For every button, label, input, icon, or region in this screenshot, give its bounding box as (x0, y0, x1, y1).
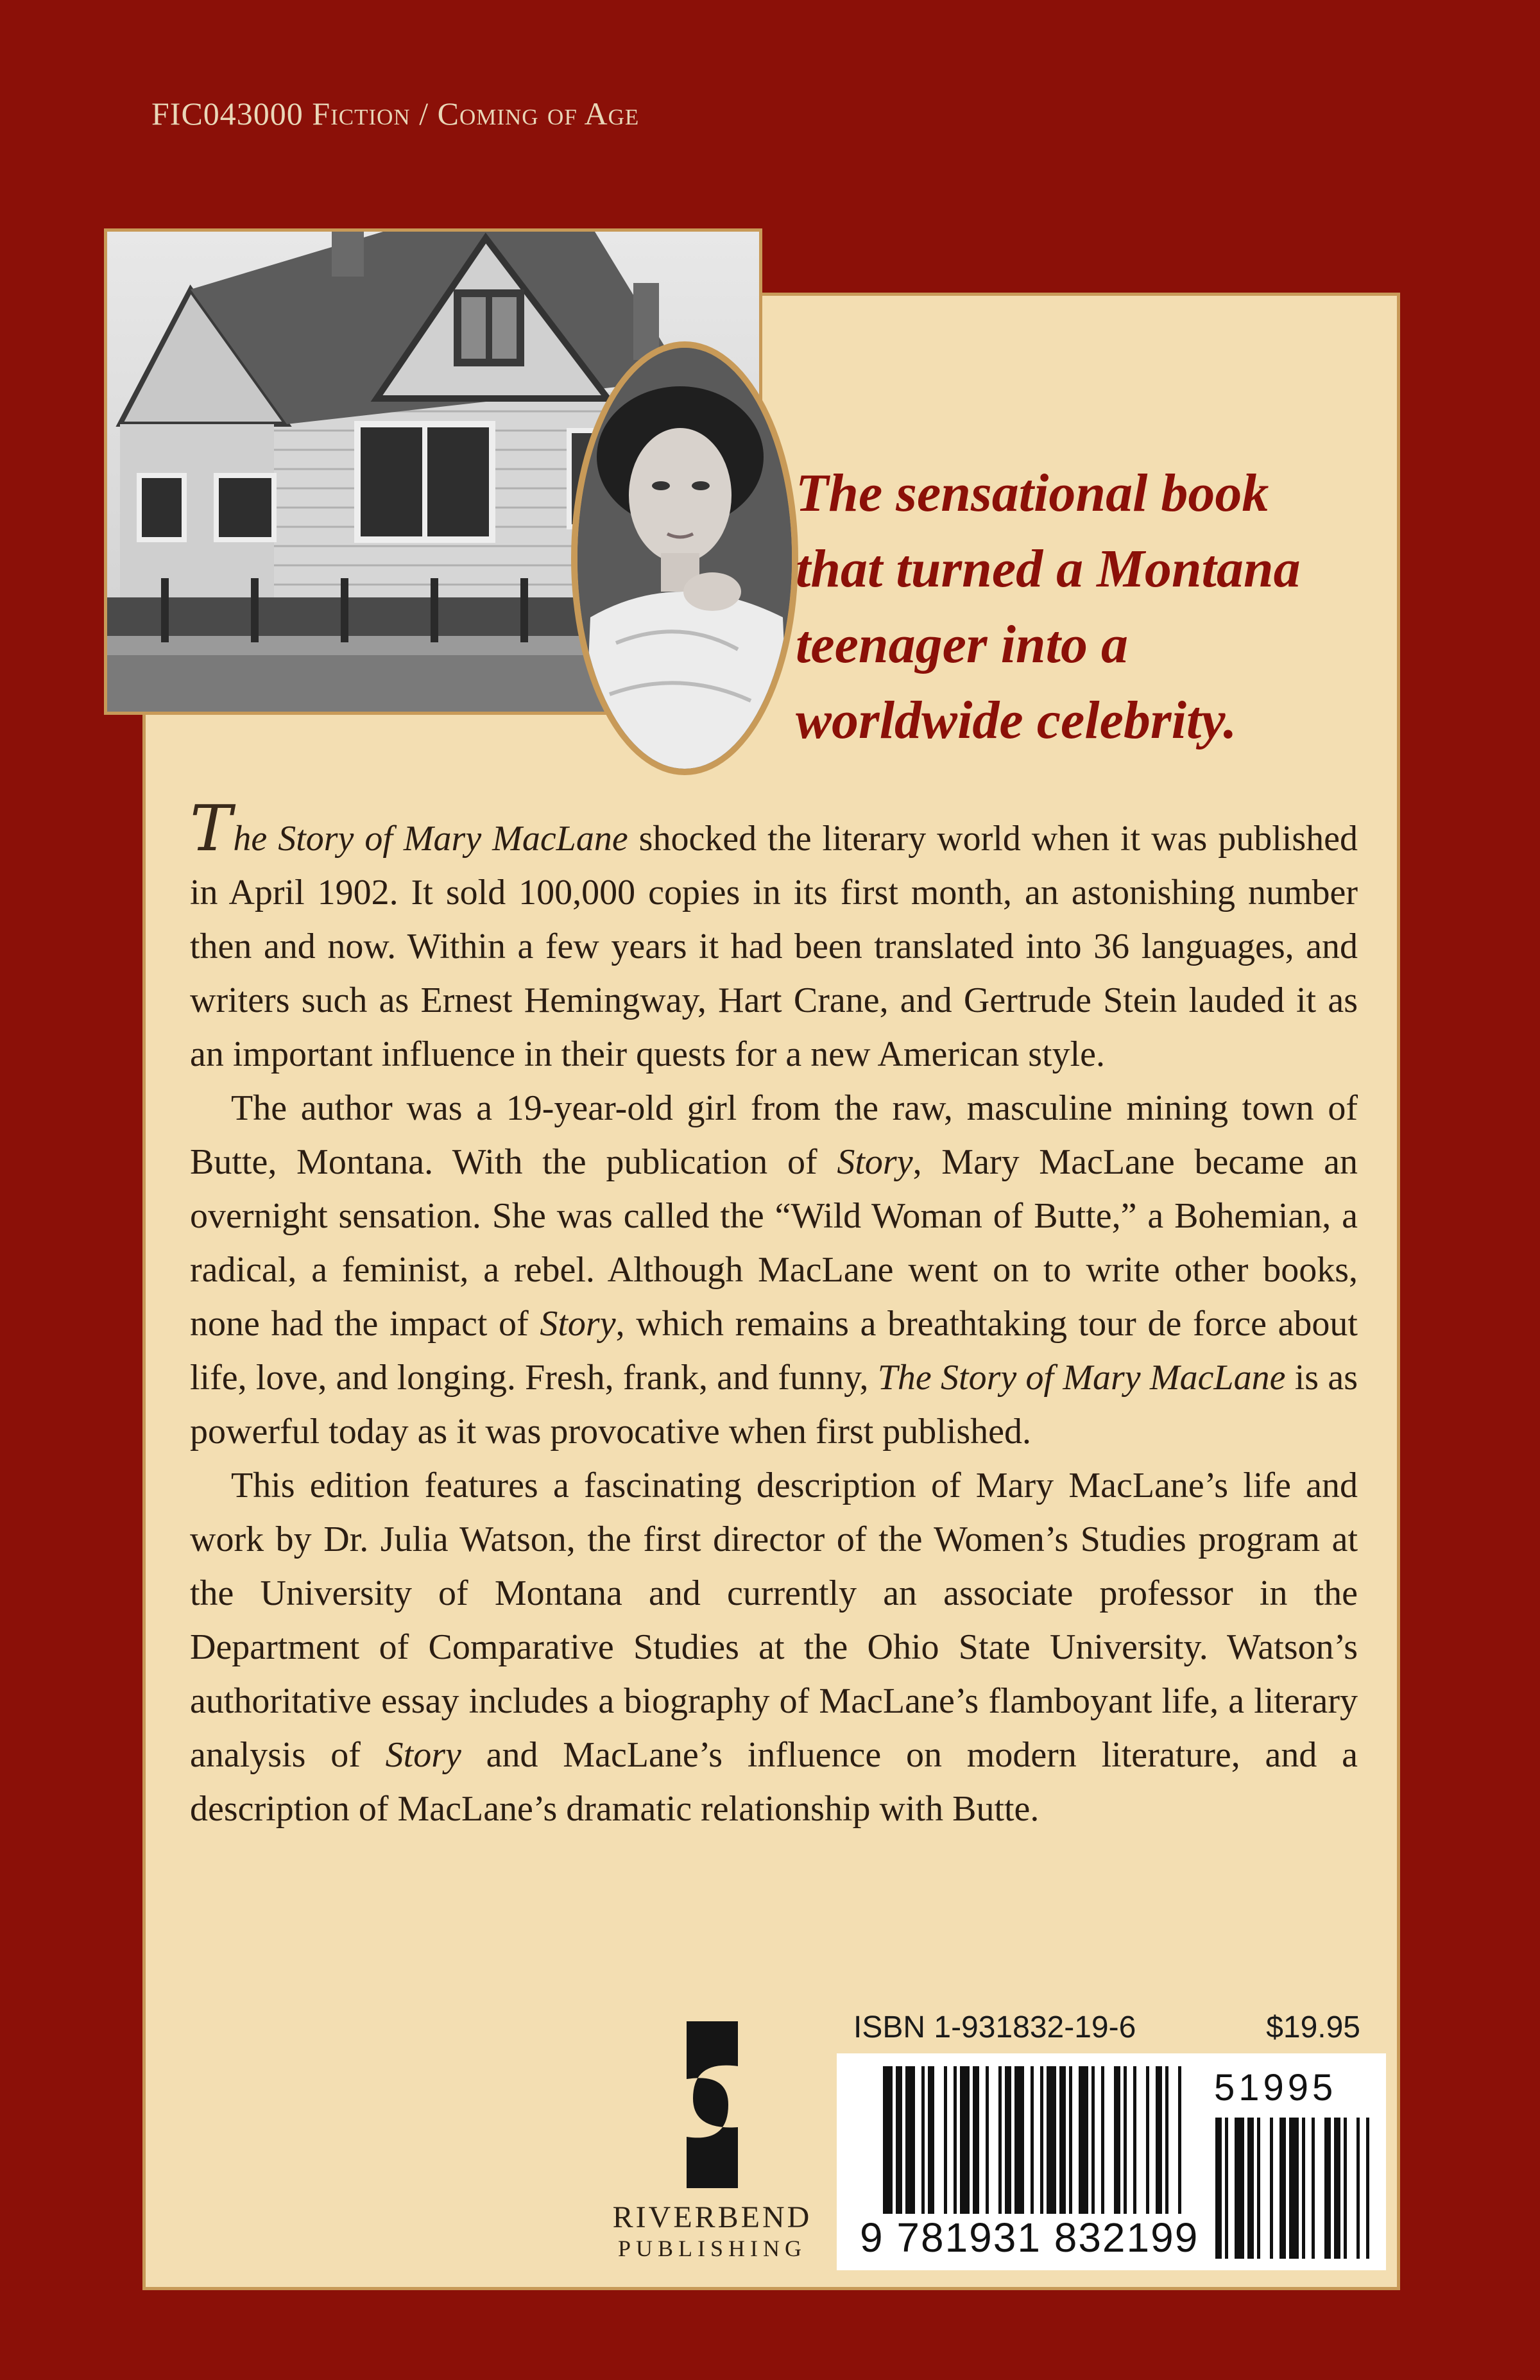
story-title: Story (837, 1142, 913, 1182)
barcode-bar (1101, 2066, 1104, 2220)
barcode-bar (1124, 2066, 1127, 2220)
tagline (796, 456, 1399, 758)
barcode-bar (1133, 2066, 1136, 2220)
addon-bar (1289, 2118, 1299, 2259)
barcode-bar (960, 2066, 970, 2220)
description-paragraph-2 (190, 1081, 1358, 1459)
publisher-sub: PUBLISHING (617, 2236, 807, 2261)
addon-bar (1334, 2118, 1340, 2259)
portrait-illustration (578, 348, 792, 769)
paragraph-2-text-d: is as powerful today as it was provocative when first published. (190, 1358, 1358, 1451)
barcode-bar (1114, 2066, 1120, 2220)
barcode-bar (1079, 2066, 1088, 2220)
paragraph-3-text-a: This edition features a fascinating description of Mary MacLane’s life and work by Dr. Julia Watson, the first director of the Women’s Studies program at the University of Montana and currently an associate professor in the Department of Comparative Studies at the Ohio State University. Watson’s authoritative essay includes a biography of MacLane’s flamboyant life, a literary analysis of (190, 1466, 1358, 1775)
addon-bar (1235, 2118, 1244, 2259)
price: $19.95 (1266, 2010, 1360, 2044)
addon-bar (1356, 2118, 1360, 2259)
isbn-line (853, 2010, 1360, 2045)
barcode-addon-digits: 51995 (1214, 2067, 1337, 2109)
tagline-line-4: worldwide celebrity. (796, 690, 1237, 750)
description-paragraph-1 (190, 792, 1358, 1081)
story-title: Story (385, 1735, 461, 1775)
addon-bar (1312, 2118, 1315, 2259)
tagline-line-1: The sensational book (796, 463, 1269, 523)
addon-bar (1366, 2118, 1369, 2259)
category-subject: Fiction / Coming of Age (312, 96, 640, 132)
addon-bar (1270, 2118, 1273, 2259)
barcode-bar (1014, 2066, 1024, 2220)
description-text (190, 792, 1358, 1836)
barcode (837, 2053, 1386, 2270)
paragraph-2-text-a: The author was a 19-year-old girl from the raw, masculine mining town of Butte, Montana. With the publication of (190, 1088, 1358, 1182)
barcode-bar (1031, 2066, 1034, 2220)
addon-bar (1225, 2118, 1228, 2259)
paragraph-1-text: shocked the literary world when it was published in April 1902. It sold 100,000 copies in its first month, an astonishing number then and now. Within a few years it had been translated into 36 languages, and writers such as Ernest Hemingway, Hart Crane, and Gertrude Stein lauded it as an important influence in their quests for a new American style. (190, 819, 1358, 1074)
barcode-bar (905, 2066, 915, 2220)
drop-cap: T (190, 792, 232, 866)
isbn-label: ISBN 1-931832-19-6 (853, 2010, 1136, 2044)
barcode-bar (1156, 2066, 1162, 2220)
barcode-bar (883, 2066, 893, 2220)
barcode-bar (1091, 2066, 1095, 2220)
barcode-bar (1040, 2066, 1043, 2220)
barcode-bar (1059, 2066, 1066, 2220)
addon-bar (1215, 2118, 1222, 2259)
category-code: FIC043000 (151, 96, 304, 132)
barcode-bar (928, 2066, 934, 2220)
barcode-digits: 9 781931 832199 (860, 2214, 1199, 2261)
book-title: The Story of Mary MacLane (877, 1358, 1286, 1398)
publisher-name: RIVERBEND (612, 2200, 812, 2234)
barcode-bar (1047, 2066, 1056, 2220)
barcode-bar (1165, 2066, 1168, 2220)
barcode-bar (998, 2066, 1002, 2220)
barcode-bar (986, 2066, 989, 2220)
barcode-bar (1178, 2066, 1181, 2220)
barcode-bar (973, 2066, 979, 2220)
addon-bar (1257, 2118, 1260, 2259)
book-title-start: he (233, 819, 278, 859)
paragraph-3-text-b: and MacLane’s influence on modern literature, and a description of MacLane’s dramatic relationship with Butte. (190, 1735, 1358, 1829)
portrait-photo (578, 348, 792, 769)
description-paragraph-3 (190, 1459, 1358, 1836)
barcode-bar (954, 2066, 957, 2220)
addon-bar (1247, 2118, 1254, 2259)
story-title: Story (540, 1304, 616, 1344)
addon-bar (1324, 2118, 1331, 2259)
addon-bar (1302, 2118, 1305, 2259)
paragraph-2-text-c: , which remains a breathtaking tour de force about life, love, and longing. Fresh, frank, and funny, (190, 1304, 1358, 1398)
paragraph-2-text-b: , Mary MacLane became an overnight sensation. She was called the “Wild Woman of Butte,” a Bohemian, a radical, a feminist, a rebel. Although MacLane went on to write other books, none had the impact of (190, 1142, 1358, 1344)
book-title: Story of Mary MacLane (278, 819, 628, 859)
tagline-line-3: teenager into a (796, 615, 1128, 674)
category-label (151, 95, 639, 132)
barcode-bar (1069, 2066, 1072, 2220)
barcode-bar (921, 2066, 925, 2220)
publisher-logo (578, 2021, 847, 2263)
barcode-bar (1146, 2066, 1149, 2220)
tagline-line-2: that turned a Montana (796, 539, 1301, 599)
addon-bar (1279, 2118, 1286, 2259)
portrait-oval (571, 341, 798, 775)
river-bend-icon (674, 2021, 751, 2188)
barcode-bar (1005, 2066, 1011, 2220)
addon-bar (1344, 2118, 1347, 2259)
barcode-bar (896, 2066, 902, 2220)
barcode-bar (944, 2066, 947, 2220)
